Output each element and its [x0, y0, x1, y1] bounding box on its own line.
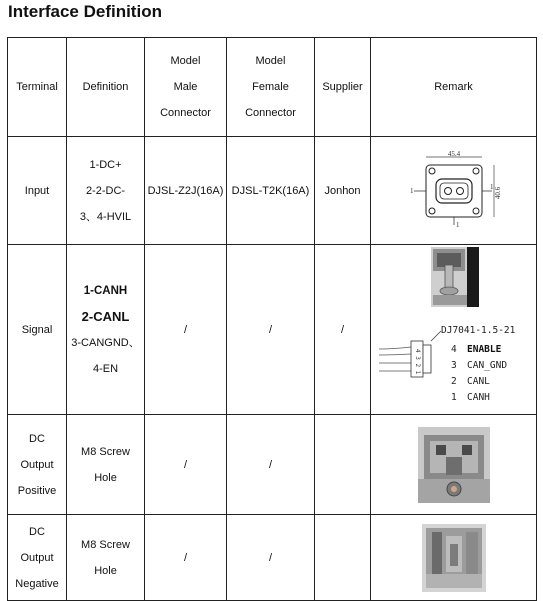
signal-def-line-1: 1-CANH — [83, 284, 128, 297]
pin-3-num: 3 — [451, 360, 457, 371]
dim-height-label: 40.6 — [493, 186, 502, 199]
dc-pos-term-line-1: DC — [29, 432, 45, 445]
signal-male: / — [145, 245, 227, 415]
input-def-line-3: 3、4-HVIL — [79, 210, 132, 223]
header-row — [8, 38, 537, 137]
signal-remark — [371, 245, 537, 415]
dc-pos-terminal — [8, 415, 67, 515]
dc-pos-supplier — [315, 415, 371, 515]
dc-positive-photo — [418, 427, 490, 503]
header-female-line-1: Model — [255, 55, 286, 67]
drawing-label-right: 1 — [489, 182, 493, 191]
dc-pos-def-line-1: M8 Screw — [81, 445, 130, 458]
drawing-label-left: 1 — [409, 186, 413, 195]
pin-3-name: CAN_GND — [467, 360, 508, 371]
dc-neg-female: / — [227, 515, 315, 601]
dc-neg-def-line-1: M8 Screw — [81, 538, 130, 551]
signal-def-line-4: 4-EN — [92, 362, 119, 375]
dc-neg-remark — [371, 515, 537, 601]
dc-neg-term-line-3: Negative — [15, 577, 59, 590]
dc-negative-photo — [422, 524, 486, 592]
dc-neg-term-line-1: DC — [29, 525, 45, 538]
pin-1-name: CANH — [467, 392, 490, 403]
input-connector-drawing — [404, 151, 504, 231]
header-terminal: Terminal — [8, 38, 67, 137]
svg-text:4 3 2 1: 4 3 2 1 — [414, 349, 421, 375]
row-input — [8, 137, 537, 245]
header-male-connector — [145, 38, 227, 137]
signal-def-line-3: 3-CANGND、 — [71, 336, 140, 349]
pin-2-name: CANL — [467, 376, 490, 387]
dc-neg-male: / — [145, 515, 227, 601]
signal-part-number: DJ7041-1.5-21 — [441, 325, 516, 336]
drawing-label-bottom: 1 — [455, 220, 459, 229]
header-supplier: Supplier — [315, 38, 371, 137]
signal-supplier: / — [315, 245, 371, 415]
pin-2-num: 2 — [451, 376, 457, 387]
dc-neg-term-line-2: Output — [20, 551, 54, 564]
dc-neg-terminal — [8, 515, 67, 601]
input-remark — [371, 137, 537, 245]
input-def-line-1: 1-DC+ — [89, 158, 122, 171]
signal-female: / — [227, 245, 315, 415]
row-dc-output-negative — [8, 515, 537, 601]
row-signal — [8, 245, 537, 415]
header-male-line-3: Connector — [160, 107, 211, 119]
interface-table — [7, 37, 537, 601]
signal-def-line-2: 2-CANL — [81, 308, 130, 324]
pin-4-name: ENABLE — [467, 344, 502, 355]
signal-connector-drawing — [371, 245, 535, 413]
dc-neg-def-line-2: Hole — [94, 564, 117, 577]
dc-neg-supplier — [315, 515, 371, 601]
dc-pos-def-line-2: Hole — [94, 471, 117, 484]
pin-1-num: 1 — [451, 392, 457, 403]
dc-pos-male: / — [145, 415, 227, 515]
header-female-connector — [227, 38, 315, 137]
signal-definition — [67, 245, 145, 415]
dc-pos-female: / — [227, 415, 315, 515]
pin-4-num: 4 — [451, 344, 457, 355]
dc-pos-term-line-3: Positive — [17, 484, 57, 497]
header-remark: Remark — [371, 38, 537, 137]
dc-pos-remark — [371, 415, 537, 515]
dc-neg-definition — [67, 515, 145, 601]
header-female-line-2: Female — [252, 81, 289, 93]
row-dc-output-positive — [8, 415, 537, 515]
dc-pos-definition — [67, 415, 145, 515]
header-female-line-3: Connector — [245, 107, 296, 119]
input-male: DJSL-Z2J(16A) — [145, 137, 227, 245]
dc-pos-term-line-2: Output — [20, 458, 54, 471]
page-title: Interface Definition — [8, 2, 162, 21]
input-female: DJSL-T2K(16A) — [227, 137, 315, 245]
header-male-line-2: Male — [173, 81, 198, 93]
header-male-line-1: Model — [170, 55, 201, 67]
input-supplier: Jonhon — [315, 137, 371, 245]
signal-terminal: Signal — [8, 245, 67, 415]
dim-width-label: 45.4 — [447, 150, 460, 158]
input-def-line-2: 2-2-DC- — [85, 184, 126, 197]
header-definition: Definition — [67, 38, 145, 137]
input-definition — [67, 137, 145, 245]
input-terminal: Input — [8, 137, 67, 245]
